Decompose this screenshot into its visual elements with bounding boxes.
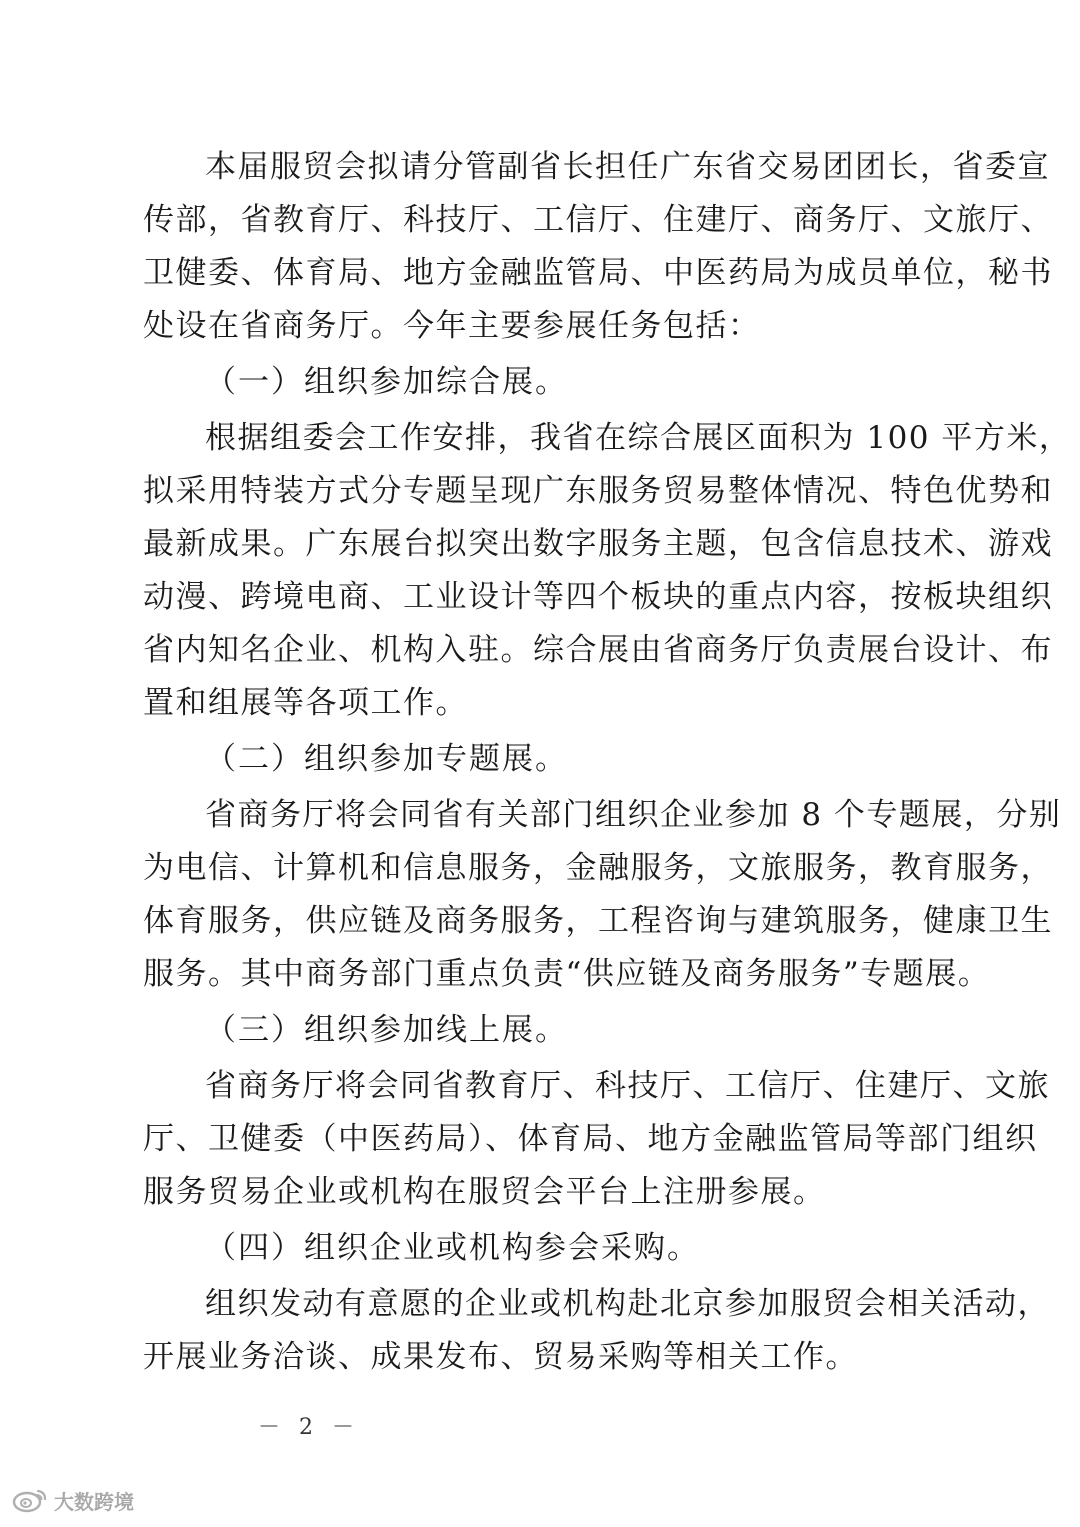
paragraph-line: 省商务厅将会同省有关部门组织企业参加 8 个专题展，分别 bbox=[205, 797, 1062, 833]
watermark-text: 大数跨境 bbox=[54, 1489, 134, 1514]
paragraph-line: 省内知名企业、机构入驻。综合展由省商务厅负责展台设计、布 bbox=[143, 632, 1053, 668]
paragraph-line: 最新成果。广东展台拟突出数字服务主题，包含信息技术、游戏 bbox=[143, 526, 1053, 562]
paragraph-line: 体育服务，供应链及商务服务，工程咨询与建筑服务，健康卫生 bbox=[143, 903, 1053, 939]
page-number: － 2 － bbox=[258, 1415, 360, 1440]
paragraph-line: 本届服贸会拟请分管副省长担任广东省交易团团长，省委宣 bbox=[205, 149, 1050, 185]
section-heading: （三）组织参加线上展。 bbox=[205, 1012, 568, 1048]
paragraph-line: 卫健委、体育局、地方金融监管局、中医药局为成员单位，秘书 bbox=[143, 255, 1053, 291]
section-heading: （一）组织参加综合展。 bbox=[205, 364, 568, 400]
weibo-logo-icon bbox=[12, 1487, 48, 1513]
paragraph-line: 根据组委会工作安排，我省在综合展区面积为 100 平方米， bbox=[205, 420, 1072, 456]
paragraph-line: 开展业务洽谈、成果发布、贸易采购等相关工作。 bbox=[143, 1339, 858, 1375]
paragraph-line: 为电信、计算机和信息服务，金融服务，文旅服务，教育服务， bbox=[143, 850, 1053, 886]
paragraph-line: 处设在省商务厅。今年主要参展任务包括： bbox=[143, 308, 761, 344]
paragraph-line: 组织发动有意愿的企业或机构赴北京参加服贸会相关活动， bbox=[205, 1286, 1050, 1322]
section-heading: （二）组织参加专题展。 bbox=[205, 741, 568, 777]
paragraph-line: 省商务厅将会同省教育厅、科技厅、工信厅、住建厅、文旅 bbox=[205, 1068, 1050, 1104]
paragraph-line: 动漫、跨境电商、工业设计等四个板块的重点内容，按板块组织 bbox=[143, 579, 1053, 615]
paragraph-line: 置和组展等各项工作。 bbox=[143, 685, 468, 721]
paragraph-line: 拟采用特装方式分专题呈现广东服务贸易整体情况、特色优势和 bbox=[143, 473, 1053, 509]
paragraph-line: 厅、卫健委（中医药局）、体育局、地方金融监管局等部门组织 bbox=[143, 1121, 1038, 1157]
paragraph-line: 传部，省教育厅、科技厅、工信厅、住建厅、商务厅、文旅厅、 bbox=[143, 202, 1053, 238]
watermark bbox=[12, 1485, 134, 1515]
paragraph-line: 服务。其中商务部门重点负责“供应链及商务服务”专题展。 bbox=[143, 956, 991, 992]
section-heading: （四）组织企业或机构参会采购。 bbox=[205, 1230, 700, 1266]
paragraph-line: 服务贸易企业或机构在服贸会平台上注册参展。 bbox=[143, 1174, 826, 1210]
